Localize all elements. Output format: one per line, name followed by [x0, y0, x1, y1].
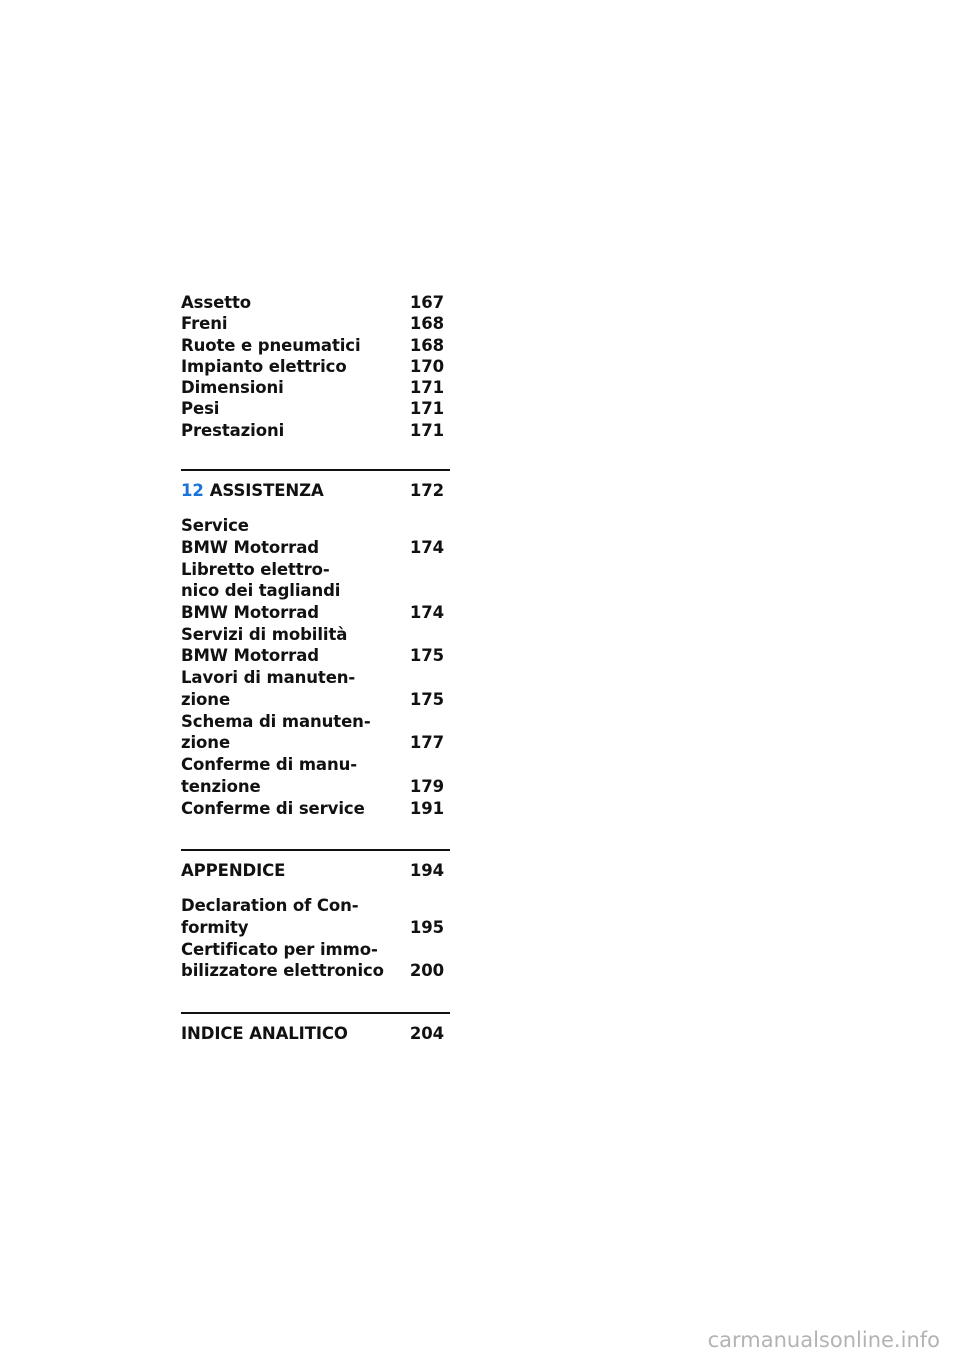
entry-title: Freni	[181, 314, 228, 334]
entry-page: 171	[409, 420, 444, 440]
toc-entry[interactable]	[181, 515, 450, 559]
toc-entry[interactable]	[181, 754, 450, 798]
entry-title: Assetto	[181, 293, 252, 312]
chapter-heading-assistenza[interactable]	[181, 469, 450, 507]
toc-entry[interactable]	[181, 398, 450, 419]
toc-entry[interactable]	[181, 711, 450, 755]
spacer	[181, 819, 450, 849]
entry-page: 170	[409, 356, 444, 376]
entry-line: BMW Motorrad	[181, 646, 319, 666]
toc-entry[interactable]	[181, 559, 450, 624]
toc-entry[interactable]	[181, 938, 450, 982]
entry-page: 200	[409, 961, 444, 981]
watermark: carmanualsonline.info	[707, 1328, 940, 1352]
spacer	[181, 507, 450, 515]
entry-line: Certificato per immo-	[181, 939, 378, 959]
entry-page: 171	[409, 399, 444, 419]
entry-page: 174	[409, 537, 444, 557]
entry-page: 179	[409, 776, 444, 796]
entry-line: Service	[181, 516, 249, 536]
toc-entry[interactable]	[181, 335, 450, 356]
chapter-title: ASSISTENZA	[209, 481, 324, 501]
toc-entry[interactable]	[181, 292, 450, 313]
toc-entry[interactable]	[181, 895, 450, 939]
toc-entry[interactable]	[181, 798, 450, 819]
entry-title: Conferme di service	[181, 798, 365, 818]
chapter-heading-appendice[interactable]	[181, 849, 450, 887]
entry-line: tenzione	[181, 776, 261, 796]
entry-title: Ruote e pneumatici	[181, 335, 361, 355]
toc-entry[interactable]	[181, 356, 450, 377]
entry-page: 191	[409, 798, 444, 818]
spacer	[181, 887, 450, 895]
entry-page: 175	[409, 689, 444, 709]
entry-title: Pesi	[181, 399, 220, 419]
spacer	[181, 441, 450, 469]
toc-entry[interactable]	[181, 420, 450, 441]
entry-page: 195	[409, 917, 444, 937]
chapter-title: APPENDICE	[181, 860, 286, 880]
chapter-page: 204	[409, 1023, 444, 1043]
chapter-number: 12	[181, 481, 204, 501]
entry-title: Impianto elettrico	[181, 356, 347, 376]
chapter-heading-indice-analitico[interactable]	[181, 1012, 450, 1050]
entry-title: Dimensioni	[181, 378, 284, 398]
spacer	[181, 982, 450, 1012]
toc-entry[interactable]	[181, 624, 450, 668]
entry-line: zione	[181, 733, 231, 753]
entry-line: Servizi di mobilità	[181, 624, 348, 644]
entry-line: nico dei tagliandi	[181, 581, 341, 601]
entry-page: 167	[409, 293, 444, 312]
toc-entry[interactable]	[181, 313, 450, 334]
entry-line: Libretto elettro-	[181, 559, 330, 579]
entry-title: Prestazioni	[181, 420, 285, 440]
chapter-page: 172	[409, 481, 444, 501]
entry-line: Lavori di manuten-	[181, 668, 356, 688]
entry-page: 177	[409, 733, 444, 753]
entry-line: BMW Motorrad	[181, 537, 319, 557]
entry-line: formity	[181, 917, 249, 937]
entry-line: zione	[181, 689, 231, 709]
entry-line: bilizzatore elettronico	[181, 961, 384, 981]
entry-page: 171	[409, 378, 444, 398]
entry-line: BMW Motorrad	[181, 602, 319, 622]
table-of-contents	[181, 292, 450, 1050]
entry-page: 168	[409, 335, 444, 355]
toc-entry[interactable]	[181, 377, 450, 398]
entry-page: 168	[409, 314, 444, 334]
entry-line: Conferme di manu-	[181, 755, 358, 775]
entry-line: Schema di manuten-	[181, 711, 371, 731]
chapter-title: INDICE ANALITICO	[181, 1023, 348, 1043]
chapter-page: 194	[409, 860, 444, 880]
entry-page: 174	[409, 602, 444, 622]
entry-line: Declaration of Con-	[181, 896, 359, 916]
entry-page: 175	[409, 646, 444, 666]
toc-entry[interactable]	[181, 667, 450, 711]
